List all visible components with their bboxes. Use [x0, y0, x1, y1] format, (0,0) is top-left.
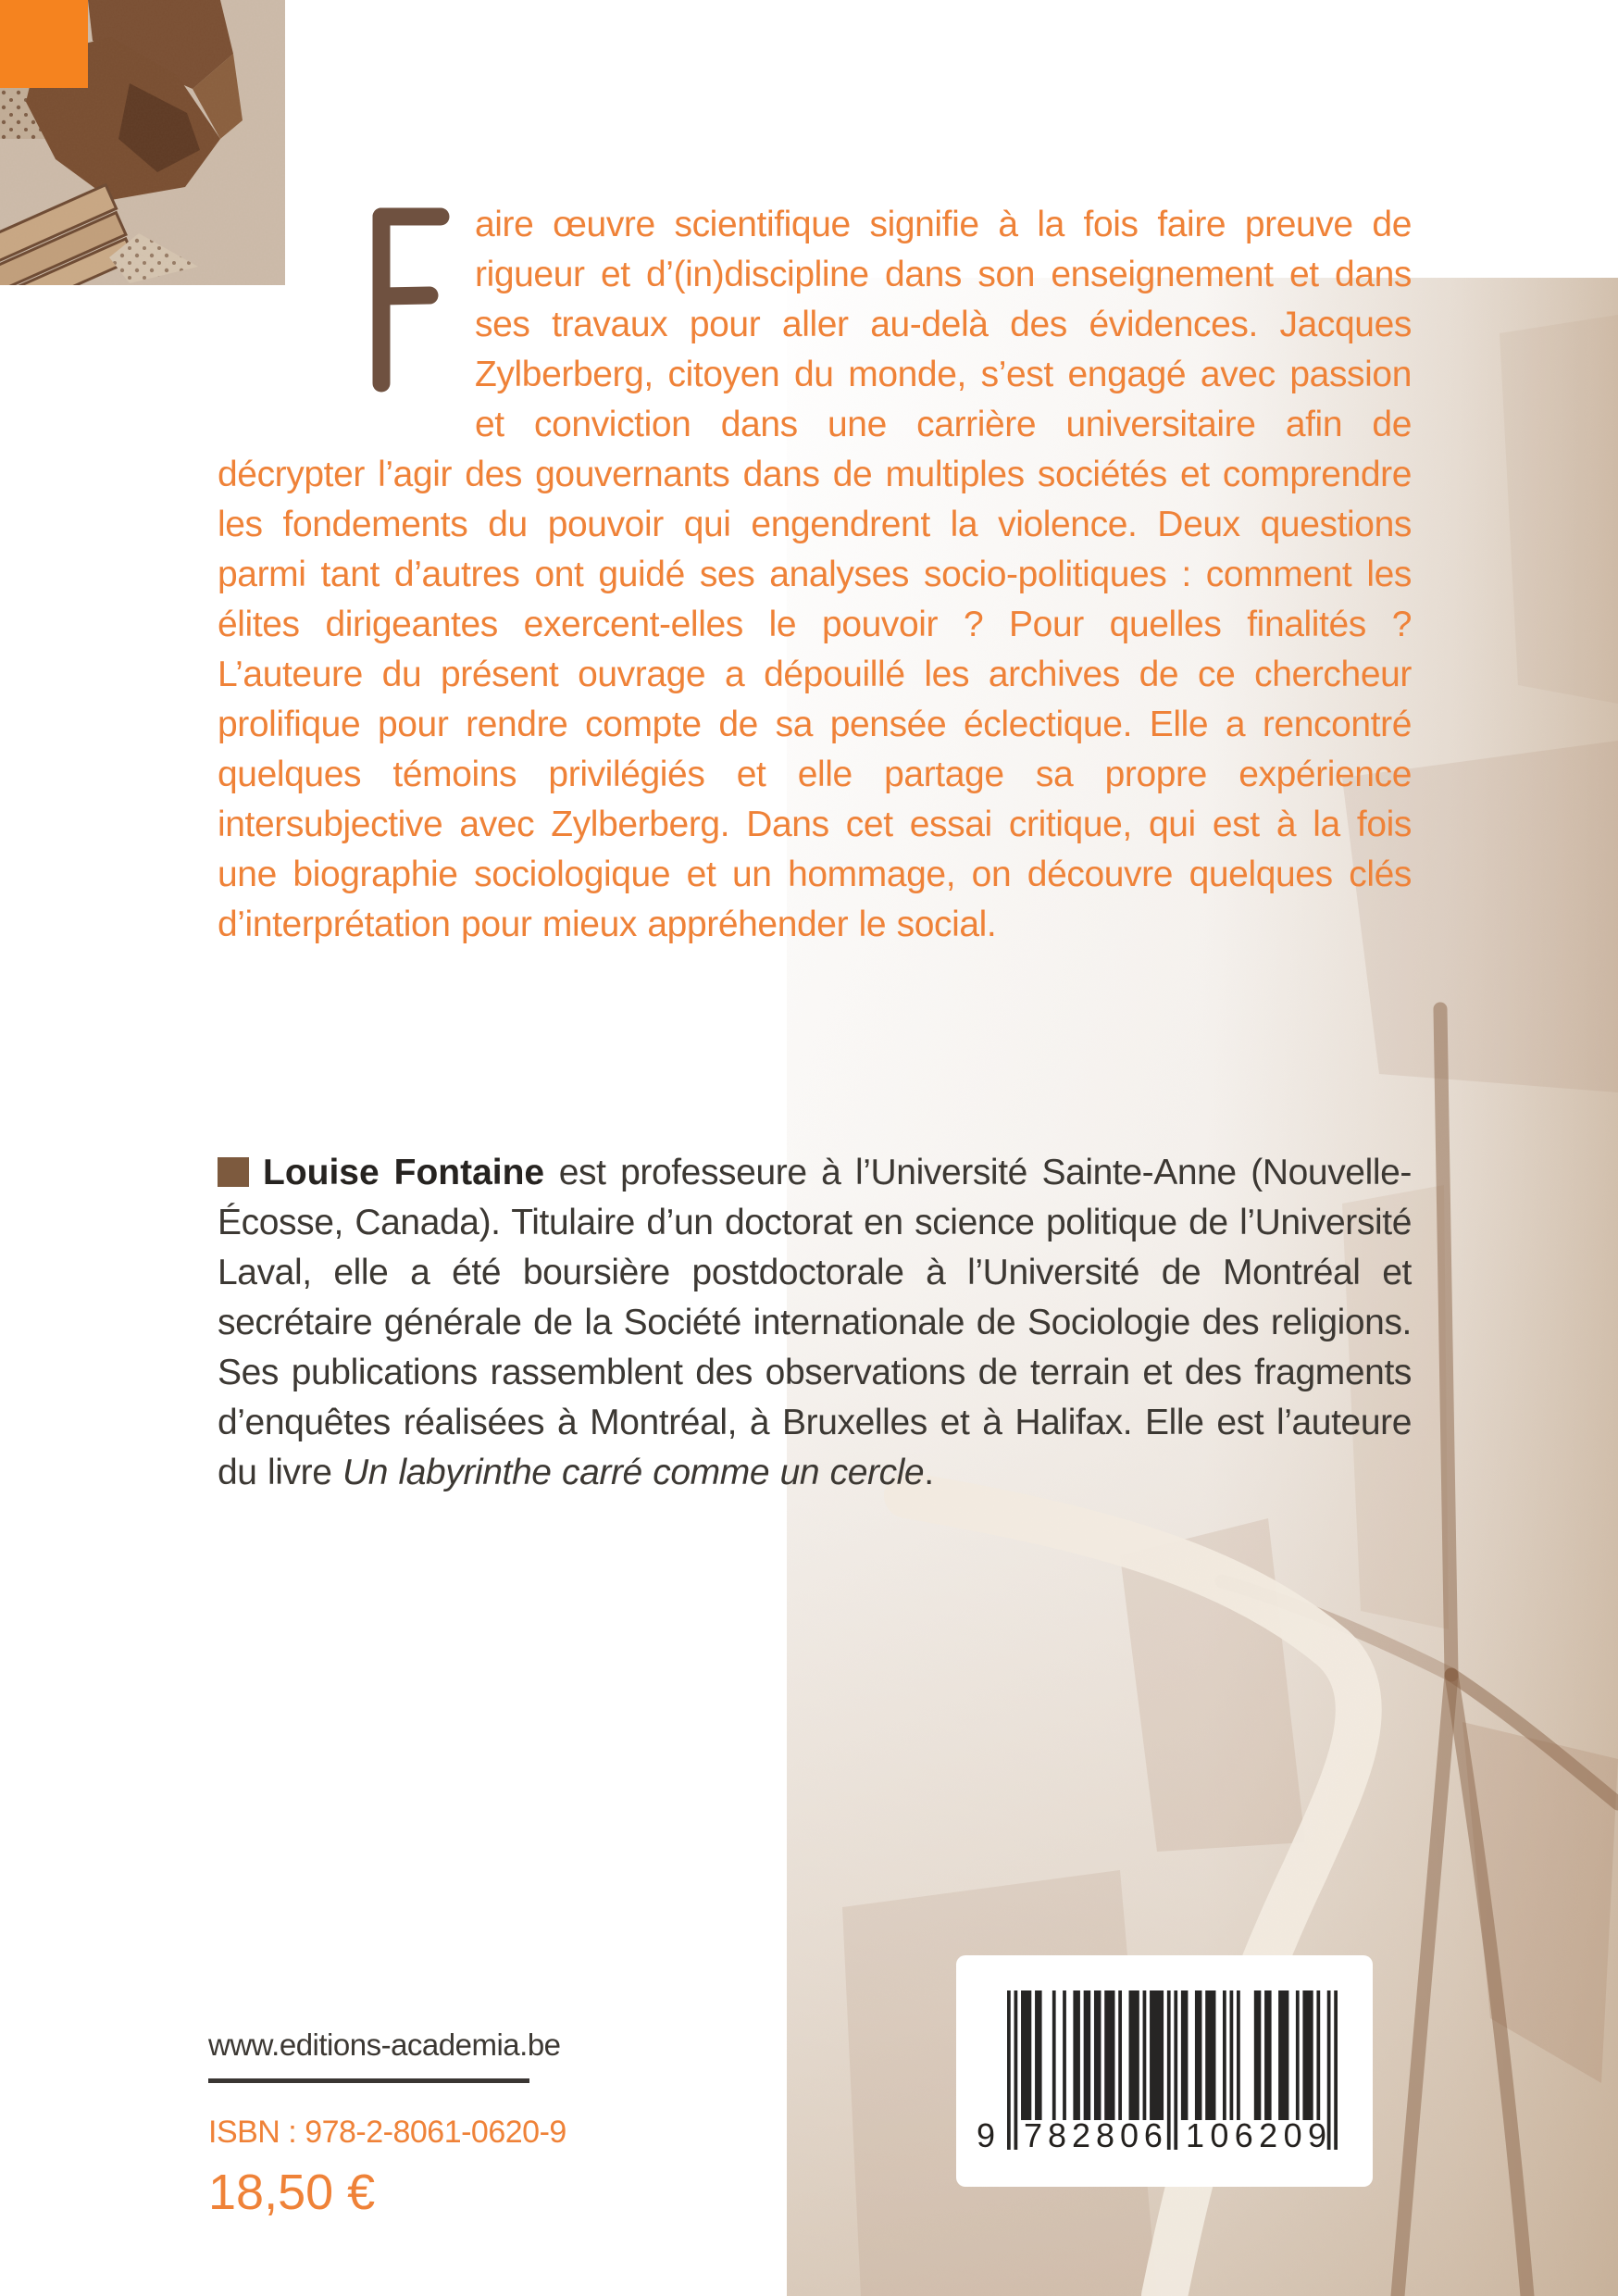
- price-text: 18,50 €: [208, 2165, 376, 2220]
- drop-cap-f-icon: [368, 206, 454, 394]
- author-name: Louise Fontaine: [263, 1153, 545, 1192]
- brand-square: [0, 0, 88, 88]
- intro-paragraph: [218, 200, 1412, 950]
- barcode-panel: [956, 1955, 1373, 2187]
- isbn-text: ISBN : 978-2-8061-0620-9: [208, 2115, 566, 2150]
- book-title: Un labyrinthe carré comme un cercle: [342, 1453, 925, 1492]
- footer-block: [208, 2028, 566, 2221]
- drop-cap-box: [218, 200, 475, 402]
- publisher-website: www.editions-academia.be: [208, 2028, 561, 2062]
- barcode-group-left: 7 8 2 8 0 6: [1024, 2116, 1163, 2154]
- barcode-group-right: 1 0 6 2 0 9: [1186, 2116, 1326, 2154]
- barcode-digits: [956, 2118, 1373, 2155]
- footer-divider: [208, 2078, 529, 2083]
- intro-text: aire œuvre scientifique signifie à la fois faire preuve de rigueur et d’(in)discipline dans son enseignement et dans ses travaux pour aller au-delà des évidences. Jacques Zylberberg, citoyen du monde, s’est engagé avec passion et conviction dans une carrière universitaire afin de décrypter l’agir des gouvernants dans de multiples sociétés et comprendre les fondements du pouvoir qui engendrent la violence. Deux questions parmi tant d’autres ont guidé ses analyses socio-politiques : comment les élites dirigeantes exercent-elles le pouvoir ? Pour quelles finalités ? L’auteure du présent ouvrage a dépouillé les archives de ce chercheur prolifique pour rendre compte de sa pensée éclectique. Elle a rencontré quelques témoins privilégiés et elle partage sa propre expérience intersubjective avec Zylberberg. Dans cet essai critique, qui est à la fois une biographie sociologique et un hommage, on découvre quelques clés d’interprétation pour mieux appréhender le social.: [218, 205, 1412, 944]
- bio-text: est professeure à l’Université Sainte-Anne (Nouvelle-Écosse, Canada). Titulaire d’un doctorat en science politique de l’Université Laval, elle a été boursière postdoctorale à l’Université de Montréal et secrétaire générale de la Société internationale de Sociologie des religions. Ses publications rassemblent des observations de terrain et des fragments d’enquêtes réalisées à Montréal, à Bruxelles et à Halifax. Elle est l’auteure du livre: [218, 1153, 1412, 1492]
- barcode-digit-system: 9: [977, 2116, 996, 2154]
- bio-bullet-square: [218, 1157, 249, 1187]
- bio-text-end: .: [924, 1453, 934, 1492]
- bio-paragraph: [218, 1148, 1412, 1498]
